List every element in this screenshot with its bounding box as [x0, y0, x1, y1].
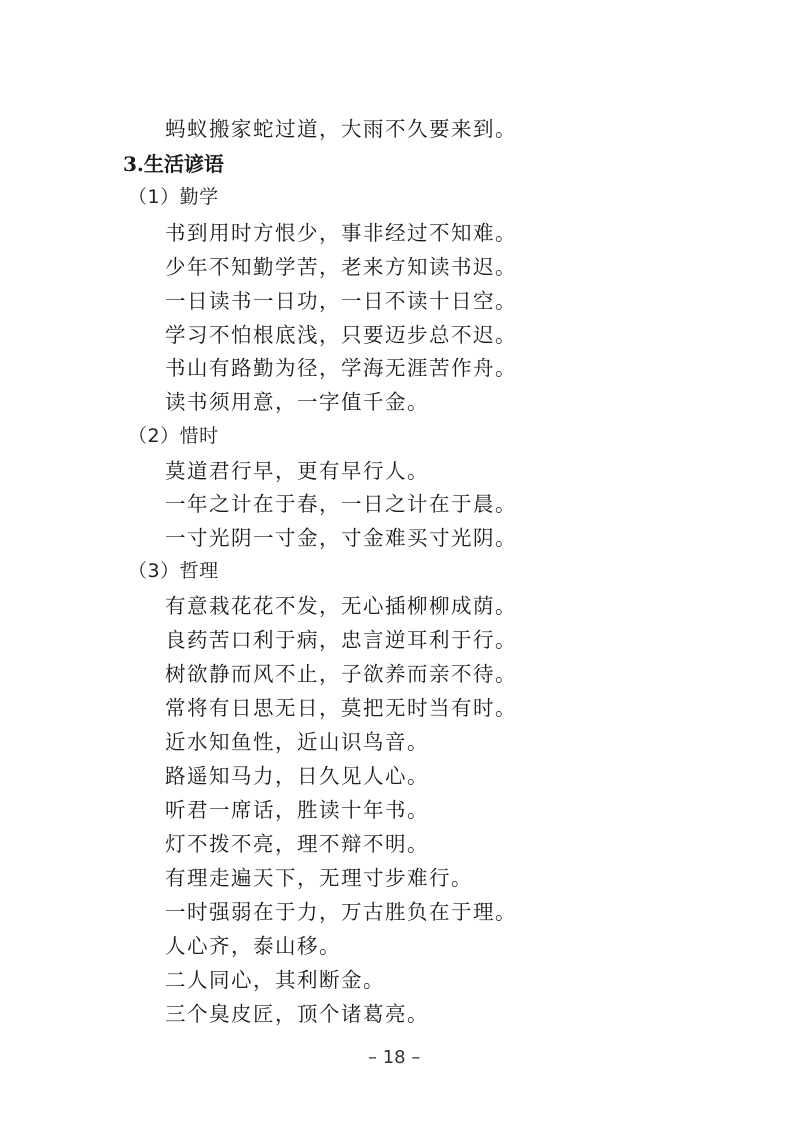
proverb-line: 树欲静而风不止，子欲养而亲不待。 [165, 662, 517, 686]
proverb-line: 灯不拨不亮，理不辩不明。 [165, 832, 429, 856]
proverb-line: 蚂蚁搬家蛇过道，大雨不久要来到。 [165, 117, 517, 141]
proverb-line: 有意栽花花不发，无心插柳柳成荫。 [165, 594, 517, 618]
proverb-line: 一日读书一日功，一日不读十日空。 [165, 289, 517, 313]
section-heading: 3.生活谚语 [123, 152, 224, 176]
proverb-line: 读书须用意，一字值千金。 [165, 390, 429, 414]
proverb-line: 书到用时方恨少，事非经过不知难。 [165, 221, 517, 245]
page-number: – 18 – [368, 1047, 421, 1068]
subsection-heading: （3）哲理 [128, 560, 219, 582]
proverb-line: 听君一席话，胜读十年书。 [165, 798, 429, 822]
proverb-line: 三个臭皮匠，顶个诸葛亮。 [165, 1002, 429, 1026]
proverb-line: 有理走遍天下，无理寸步难行。 [165, 866, 473, 890]
proverb-line: 少年不知勤学苦，老来方知读书迟。 [165, 255, 517, 279]
subsection-heading: （1）勤学 [128, 186, 219, 208]
proverb-line: 常将有日思无日，莫把无时当有时。 [165, 696, 517, 720]
proverb-line: 二人同心，其利断金。 [165, 968, 385, 992]
subsection-heading: （2）惜时 [128, 425, 219, 447]
proverb-line: 人心齐，泰山移。 [165, 934, 341, 958]
proverb-line: 书山有路勤为径，学海无涯苦作舟。 [165, 356, 517, 380]
proverb-line: 近水知鱼性，近山识鸟音。 [165, 730, 429, 754]
proverb-line: 一年之计在于春，一日之计在于晨。 [165, 492, 517, 516]
proverb-line: 路遥知马力，日久见人心。 [165, 764, 429, 788]
proverb-line: 良药苦口利于病，忠言逆耳利于行。 [165, 628, 517, 652]
proverb-line: 一寸光阴一寸金，寸金难买寸光阴。 [165, 526, 517, 550]
proverb-line: 莫道君行早，更有早行人。 [165, 459, 429, 483]
proverb-line: 学习不怕根底浅，只要迈步总不迟。 [165, 323, 517, 347]
proverb-line: 一时强弱在于力，万古胜负在于理。 [165, 900, 517, 924]
